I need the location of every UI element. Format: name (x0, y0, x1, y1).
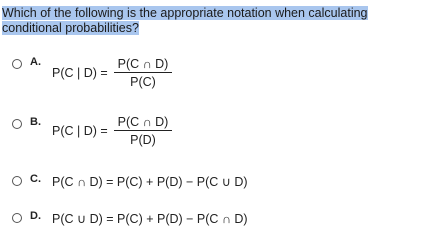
fraction (114, 115, 172, 147)
radio-unselected-icon[interactable] (12, 119, 22, 129)
option-lhs: P(C | D) = (52, 124, 108, 138)
fraction-denominator: P(D) (130, 133, 156, 147)
fraction (114, 57, 172, 89)
option-expression: P(C ∩ D) = P(C) + P(D) − P(C ∪ D) (52, 175, 248, 189)
radio-unselected-icon[interactable] (12, 213, 22, 223)
option-letter: B. (30, 116, 41, 128)
option-expression: P(C ∪ D) = P(C) + P(D) − P(C ∩ D) (52, 212, 248, 226)
radio-unselected-icon[interactable] (12, 59, 22, 69)
question-text (2, 6, 422, 36)
option-letter: A. (30, 56, 41, 68)
fraction-numerator: P(C ∩ D) (117, 57, 169, 71)
question-highlight: Which of the following is the appropriate notation when calculating conditional probabilities? (2, 6, 368, 35)
option-letter: D. (30, 210, 41, 222)
option-lhs: P(C | D) = (52, 66, 108, 80)
fraction-denominator: P(C) (130, 75, 156, 89)
fraction-numerator: P(C ∩ D) (117, 115, 169, 129)
radio-unselected-icon[interactable] (12, 176, 22, 186)
option-letter: C. (30, 173, 41, 185)
